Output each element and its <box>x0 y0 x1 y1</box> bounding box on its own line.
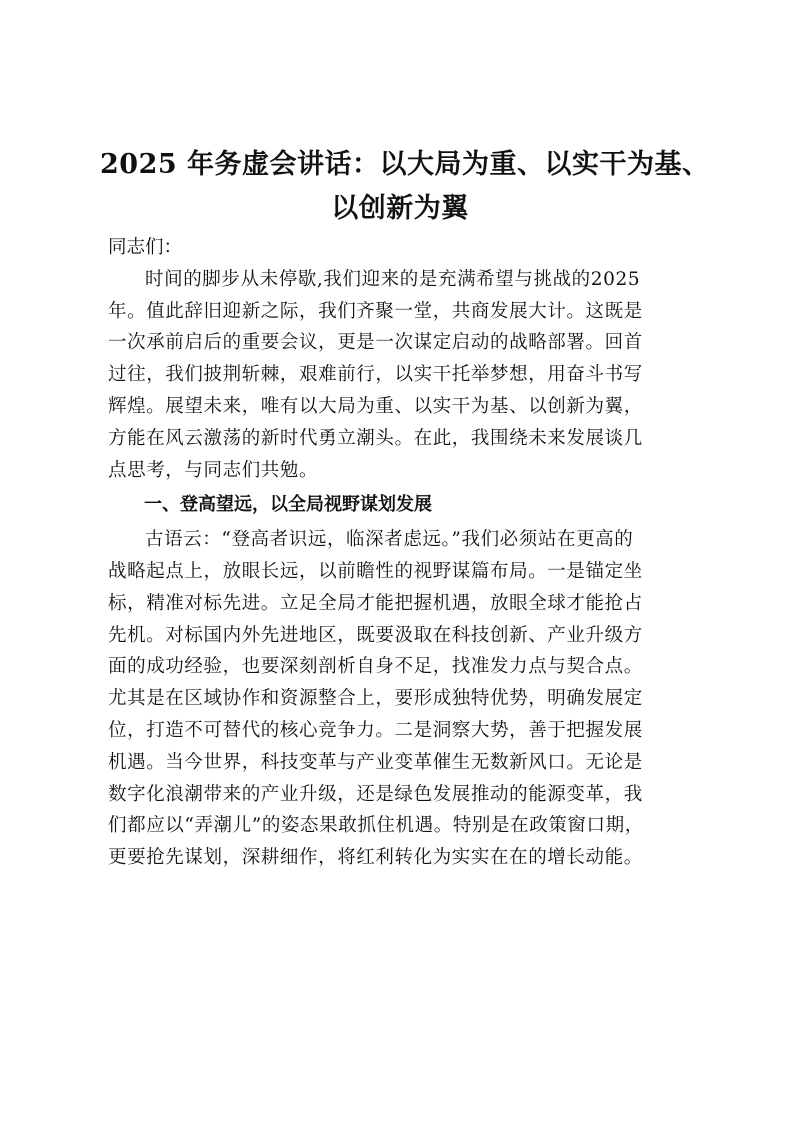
text-line: 一次承前启后的重要会议，更是一次谋定启动的战略部署。回首 <box>108 332 643 354</box>
section-heading: 一、登高望远，以全局视野谋划发展 <box>144 494 432 516</box>
title-line-2: 以创新为翼 <box>331 193 469 224</box>
text-line: 更要抢先谋划，深耕细作，将红利转化为实实在在的增长动能。 <box>108 847 643 869</box>
text-line: 数字化浪潮带来的产业升级，还是绿色发展推动的能源变革，我 <box>108 783 643 805</box>
paragraph-section-1 <box>108 524 688 874</box>
text-line: 方能在风云激荡的新时代勇立潮头。在此，我围绕未来发展谈几 <box>108 427 643 449</box>
text-line: 标，精准对标先进。立足全局才能把握机遇，放眼全球才能抢占 <box>108 592 643 614</box>
text-line: 点思考，与同志们共勉。 <box>108 459 319 481</box>
text-line: 尤其是在区域协作和资源整合上，要形成独特优势，明确发展定 <box>108 688 643 710</box>
text-line: 机遇。当今世界，科技变革与产业变革催生无数新风口。无论是 <box>108 751 643 773</box>
text-line: 们都应以“弄潮儿”的姿态果敢抓住机遇。特别是在政策窗口期， <box>108 815 644 837</box>
text-line: 辉煌。展望未来，唯有以大局为重、以实干为基、以创新为翼， <box>108 395 643 417</box>
salutation: 同志们： <box>108 237 183 258</box>
text-line: 古语云：“登高者识远，临深者虑远。”我们必须站在更高的 <box>145 529 634 551</box>
text-line: 时间的脚步从未停歇,我们迎来的是充满希望与挑战的2025 <box>145 268 641 290</box>
text-line: 位，打造不可替代的核心竞争力。二是洞察大势，善于把握发展 <box>108 719 643 741</box>
paragraph-intro <box>108 264 688 487</box>
text-line: 年。值此辞旧迎新之际，我们齐聚一堂，共商发展大计。这既是 <box>108 300 643 322</box>
document-body <box>108 232 688 874</box>
text-line: 先机。对标国内外先进地区，既要汲取在科技创新、产业升级方 <box>108 624 643 646</box>
text-line: 战略起点上，放眼长远，以前瞻性的视野谋篇布局。一是锚定坐 <box>108 560 643 582</box>
text-line: 面的成功经验，也要深刻剖析自身不足，找准发力点与契合点。 <box>108 656 643 678</box>
title-line-1: 2025 年务虚会讲话：以大局为重、以实干为基、 <box>100 149 710 180</box>
text-line: 过往，我们披荆斩棘，艰难前行，以实干托举梦想，用奋斗书写 <box>108 364 643 386</box>
document-title <box>100 143 710 231</box>
